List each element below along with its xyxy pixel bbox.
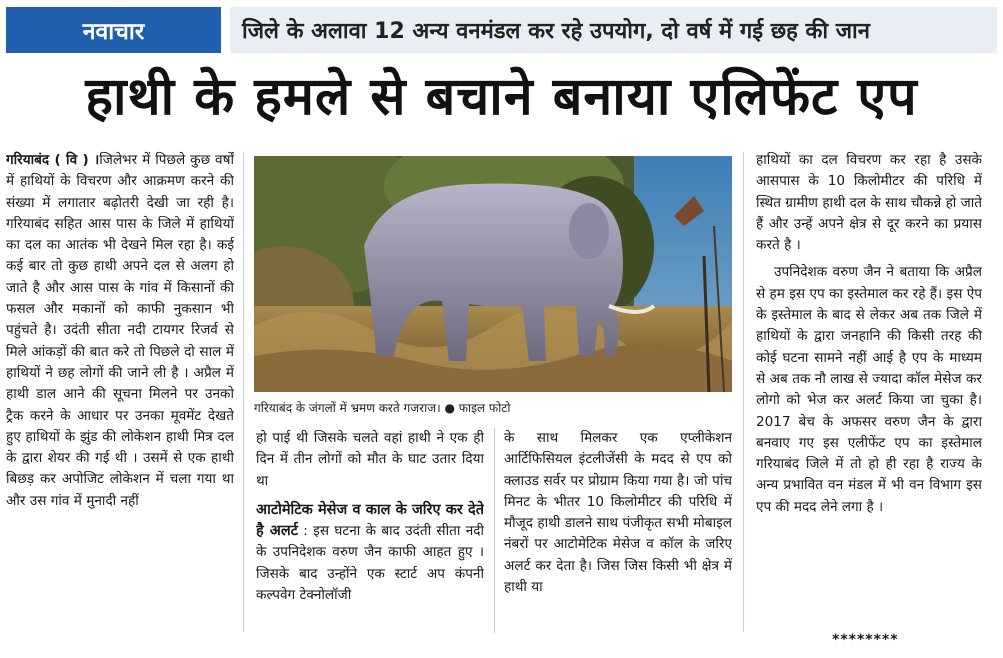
column-4-para-1: हाथियों का दल विचरण कर रहा है उसके आसपास के 10 किलोमीटर की परिधि में स्थित ग्रामीण हाथी दल के साथ चौकन्ने हो जाते हैं और उन्हें अपने क्षेत्र से दूर करने का प्रयास करते है । xyxy=(756,152,982,254)
column-divider xyxy=(494,428,495,633)
dateline: गरियाबंद ( वि ) । xyxy=(6,152,100,168)
deck-text: जिले के अलावा 12 अन्य वनमंडल कर रहे उपयोग, दो वर्ष में गई छह की जान xyxy=(242,19,870,44)
column-4-para-2: उपनिदेशक वरुण जैन ने बताया कि अप्रैल से हम इस एप का इस्तेमाल कर रहे हैं। इस ऐप के इस्तेमाल के बाद से लेकर अब तक जिले में हाथियों के द्वारा जनहानि की किसी तरह की कोई घटना सामने नहीं आई है एप के माध्यम से अब तक नौ लाख से ज्यादा कॉल मेसेज कर लोगो को भेज कर अलर्ट किया जा चुका है। 2017 बेच के अफसर वरुण जैन के द्वारा बनवाए गए इस एलीफेंट एप का इस्तेमाल गरियाबंद जिले में तो हो ही रहा है राज्य के अन्य प्रभावित वन मंडल में भी वन विभाग इस एप की मदद लेने लगा है । xyxy=(756,264,982,515)
article-column-1 xyxy=(6,150,234,635)
subheading: आटोमेटिक मेसेज व काल के जरिए कर देते है अलर्ट xyxy=(256,501,484,540)
article-column-3 xyxy=(504,428,732,633)
column-2-continued: : इस घटना के बाद उदंती सीता नदी के उपनिदेशक वरुण जैन काफी आहत हुए । जिसके बाद उन्होंने एक स्टार्ट अप कंपनी कल्पवेग टेक्नोलॉजी xyxy=(256,523,484,604)
column-2-text: हो पाई थी जिसके चलते वहां हाथी ने एक ही दिन में तीन लोगों को मौत के घाट उतार दिया था xyxy=(256,430,484,489)
column-3-text: के साथ मिलकर एक एप्लीकेशन आर्टिफिसियल इंटलीजेंसी के मदद से एप को क्लाउड सर्वर पर प्रोग्राम किया गया है। जो पांच मिनट के भीतर 10 किलोमीटर की परिधि में मौजूद हाथी डालने साथ पंजीकृत सभी मोबाइल नंबरों पर आटोमेटिक मेसेज व कॉल के जरिए अलर्ट कर देता है। जिस जिस किसी भी क्षेत्र में हाथी या xyxy=(504,430,732,596)
sub-headline xyxy=(230,7,997,53)
column-divider xyxy=(743,152,744,632)
photo-caption: गरियाबंद के जंगलों में भ्रमण करते गजराज। ● फाइल फोटो xyxy=(254,401,511,415)
elephant-photo xyxy=(254,156,732,392)
main-headline: हाथी के हमले से बचाने बनाया एलिफेंट एप xyxy=(85,67,918,127)
article-column-4 xyxy=(756,150,982,630)
end-mark: ******** xyxy=(832,632,899,648)
kicker-label: नवाचार xyxy=(82,19,145,45)
column-1-text: जिलेभर में पिछले कुछ वर्षों में हाथियों के विचरण और आक्रमण करने की संख्या में लगातार बढ़ोतरी देखी जा रही है। गरियाबंद सहित आस पास के जिले में हाथियों का दल का आतंक भी देखने मिल रहा है। कई कई बार तो कुछ हाथी अपने दल से अलग हो जाते है और आस पास के गांव में किसानों की फसल और मकानों को काफी नुकसान भी पहुंचते है। उदंती सीता नदी टायगर रिजर्व से मिले आंकड़ों की बात करे तो पिछले दो साल में हाथियों ने छह लोगों की जाने ली है । अप्रैल में हाथी डाल आने की सूचना मिलने पर उनको ट्रैक करने के आधार पर उनका मूवमेंट देखते हुए हाथियों के झुंड की लोकेशन हाथी मित्र दल के द्वारा शेयर की गई थी । उसमें से एक हाथी बिछड़ कर अपोजिट लोकेशन में चला गया था और उस गांव में मुनादी नहीं xyxy=(6,152,234,509)
section-kicker xyxy=(6,7,221,53)
column-divider xyxy=(243,152,244,632)
article-column-2 xyxy=(256,428,484,633)
